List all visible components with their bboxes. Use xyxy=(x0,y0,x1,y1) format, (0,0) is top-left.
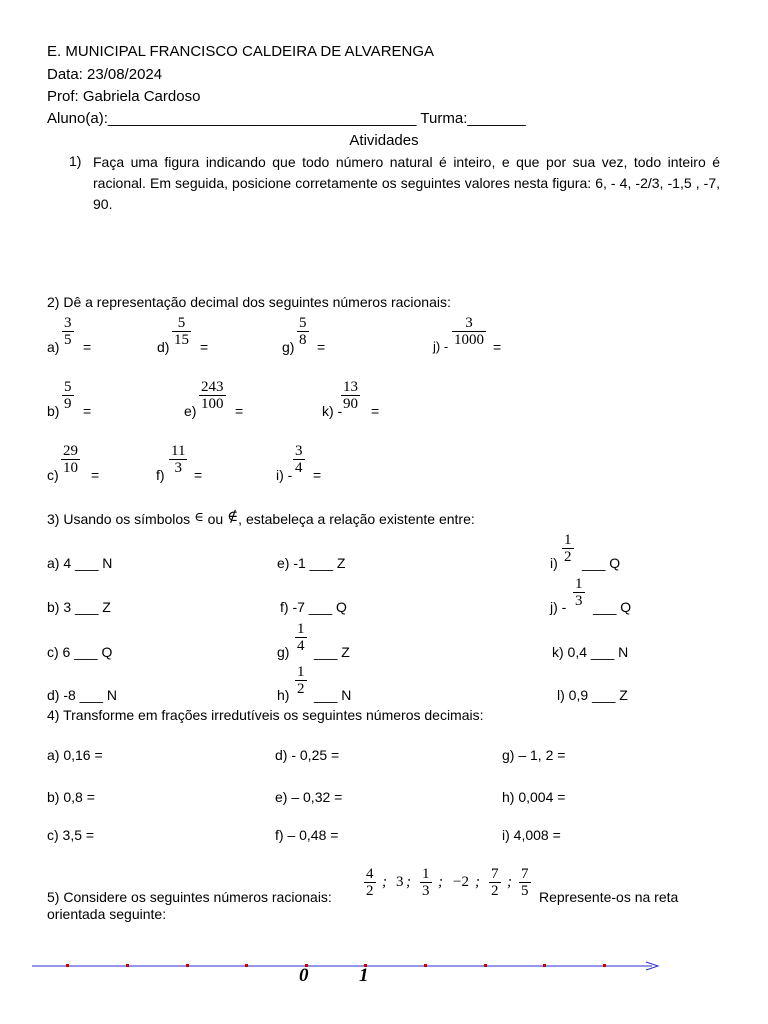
item-label: i) - xyxy=(276,467,293,483)
fraction: $\frac{243}{100}$ xyxy=(201,379,224,412)
value-3: 3 xyxy=(396,874,404,890)
q4-item-i: i) 4,008 = xyxy=(502,827,561,843)
fraction: $\frac{5}{8}$ xyxy=(299,315,307,348)
fraction: $\frac{3}{1000}$ xyxy=(454,315,484,348)
q2-title: 2) Dê a representação decimal dos seguintes números racionais: xyxy=(47,294,451,310)
q3-title-mid: ou xyxy=(207,511,224,527)
item-label: i) xyxy=(550,555,558,571)
separator: ; xyxy=(507,874,512,890)
fraction: $\frac{7}{2}$ xyxy=(491,866,499,899)
q3-title-suffix: , estabeleça a relação existente entre: xyxy=(238,511,475,527)
q3-item-a: a) 4 ___ N xyxy=(47,555,113,571)
number-line-zero: 0 xyxy=(299,965,309,986)
fraction: $\frac{1}{4}$ xyxy=(297,621,305,654)
item-label: g) xyxy=(282,339,295,355)
number-line-one: 1 xyxy=(359,965,369,986)
q4-item-h: h) 0,004 = xyxy=(502,789,566,805)
tick-mark xyxy=(484,964,487,967)
equals-sign: = xyxy=(91,467,100,483)
q3-item-k: k) 0,4 ___ N xyxy=(552,644,629,660)
fraction: $\frac{7}{5}$ xyxy=(521,866,529,899)
date-line: Data: 23/08/2024 xyxy=(47,66,163,83)
item-label: k) - xyxy=(322,403,343,419)
fraction: $\frac{1}{3}$ xyxy=(575,576,583,609)
fraction: $\frac{5}{15}$ xyxy=(174,315,189,348)
equals-sign: = xyxy=(235,403,244,419)
teacher-line: Prof: Gabriela Cardoso xyxy=(47,88,201,105)
q3-item-c: c) 6 ___ Q xyxy=(47,644,113,660)
fraction: $\frac{1}{2}$ xyxy=(564,532,572,565)
number-line xyxy=(0,950,768,990)
item-label: e) xyxy=(184,403,197,419)
fraction: $\frac{29}{10}$ xyxy=(63,443,78,476)
fraction: $\frac{5}{9}$ xyxy=(64,379,72,412)
q5-line2: orientada seguinte: xyxy=(47,906,167,922)
tick-mark xyxy=(424,964,427,967)
item-label: f) xyxy=(156,467,165,483)
page-title: Atividades xyxy=(349,132,419,149)
equals-sign: = xyxy=(200,339,209,355)
element-of-symbol: ∈ xyxy=(194,509,204,524)
tick-mark xyxy=(126,964,129,967)
item-label: b) xyxy=(47,403,60,419)
item-label: c) xyxy=(47,467,59,483)
equals-sign: = xyxy=(83,403,92,419)
equals-sign: = xyxy=(83,339,92,355)
q3-title xyxy=(47,510,475,529)
fraction: $\frac{3}{4}$ xyxy=(295,443,303,476)
tick-mark xyxy=(66,964,69,967)
value-neg2: −2 xyxy=(453,874,469,890)
item-label: d) xyxy=(157,339,170,355)
q4-item-a: a) 0,16 = xyxy=(47,747,103,763)
tick-mark xyxy=(603,964,606,967)
q3-item-f: f) -7 ___ Q xyxy=(280,599,347,615)
equals-sign: = xyxy=(317,339,326,355)
fraction: $\frac{3}{5}$ xyxy=(64,315,72,348)
school-name: E. MUNICIPAL FRANCISCO CALDEIRA DE ALVARENGA xyxy=(47,43,435,60)
q5-title: 5) Considere os seguintes números racionais: xyxy=(47,889,332,905)
item-answer: ___ Z xyxy=(314,644,350,660)
item-answer: ___ Q xyxy=(593,599,632,615)
fraction: $\frac{11}{3}$ xyxy=(171,443,186,476)
separator: ; xyxy=(475,874,480,890)
q4-item-d: d) - 0,25 = xyxy=(275,747,340,763)
separator: ; xyxy=(382,874,387,890)
fraction: $\frac{1}{2}$ xyxy=(297,664,305,697)
fraction: $\frac{4}{2}$ xyxy=(366,866,374,899)
not-element-of-symbol: ∉ xyxy=(227,509,239,525)
q4-item-g: g) – 1, 2 = xyxy=(502,747,566,763)
q4-item-f: f) – 0,48 = xyxy=(275,827,339,843)
item-answer: ___ Q xyxy=(582,555,621,571)
separator: ; xyxy=(438,874,443,890)
q1-text: Faça uma figura indicando que todo número natural é inteiro, e que por sua vez, todo inteiro é racional. Em seguida, posicione corretamente os seguintes valores nesta figura: 6, - 4, -2/3, -1,5 , -7, 90. xyxy=(93,154,720,212)
q4-item-b: b) 0,8 = xyxy=(47,789,95,805)
tick-mark xyxy=(245,964,248,967)
tick-mark xyxy=(186,964,189,967)
equals-sign: = xyxy=(493,339,502,355)
fraction: $\frac{1}{3}$ xyxy=(422,866,430,899)
item-label: g) xyxy=(277,644,290,660)
q3-item-e: e) -1 ___ Z xyxy=(277,555,346,571)
q3-item-b: b) 3 ___ Z xyxy=(47,599,111,615)
fraction: $\frac{13}{90}$ xyxy=(343,379,358,412)
q1-number: 1) xyxy=(69,153,82,169)
item-label: j) - xyxy=(550,599,567,615)
equals-sign: = xyxy=(313,467,322,483)
item-label: a) xyxy=(47,339,60,355)
equals-sign: = xyxy=(194,467,203,483)
equals-sign: = xyxy=(371,403,380,419)
q3-item-l: l) 0,9 ___ Z xyxy=(557,687,628,703)
student-line: Aluno(a):_____________________________________ Turma:_______ xyxy=(47,110,526,127)
tick-mark xyxy=(543,964,546,967)
q3-title-prefix: 3) Usando os símbolos xyxy=(47,511,191,527)
q5-after: Represente-os na reta xyxy=(539,889,679,905)
q3-item-d: d) -8 ___ N xyxy=(47,687,118,703)
q4-title: 4) Transforme em frações irredutíveis os seguintes números decimais: xyxy=(47,707,484,723)
item-label: h) xyxy=(277,687,290,703)
q4-item-c: c) 3,5 = xyxy=(47,827,95,843)
item-label: j) - xyxy=(433,339,449,354)
separator: ; xyxy=(406,874,411,890)
q4-item-e: e) – 0,32 = xyxy=(275,789,343,805)
item-answer: ___ N xyxy=(314,687,352,703)
